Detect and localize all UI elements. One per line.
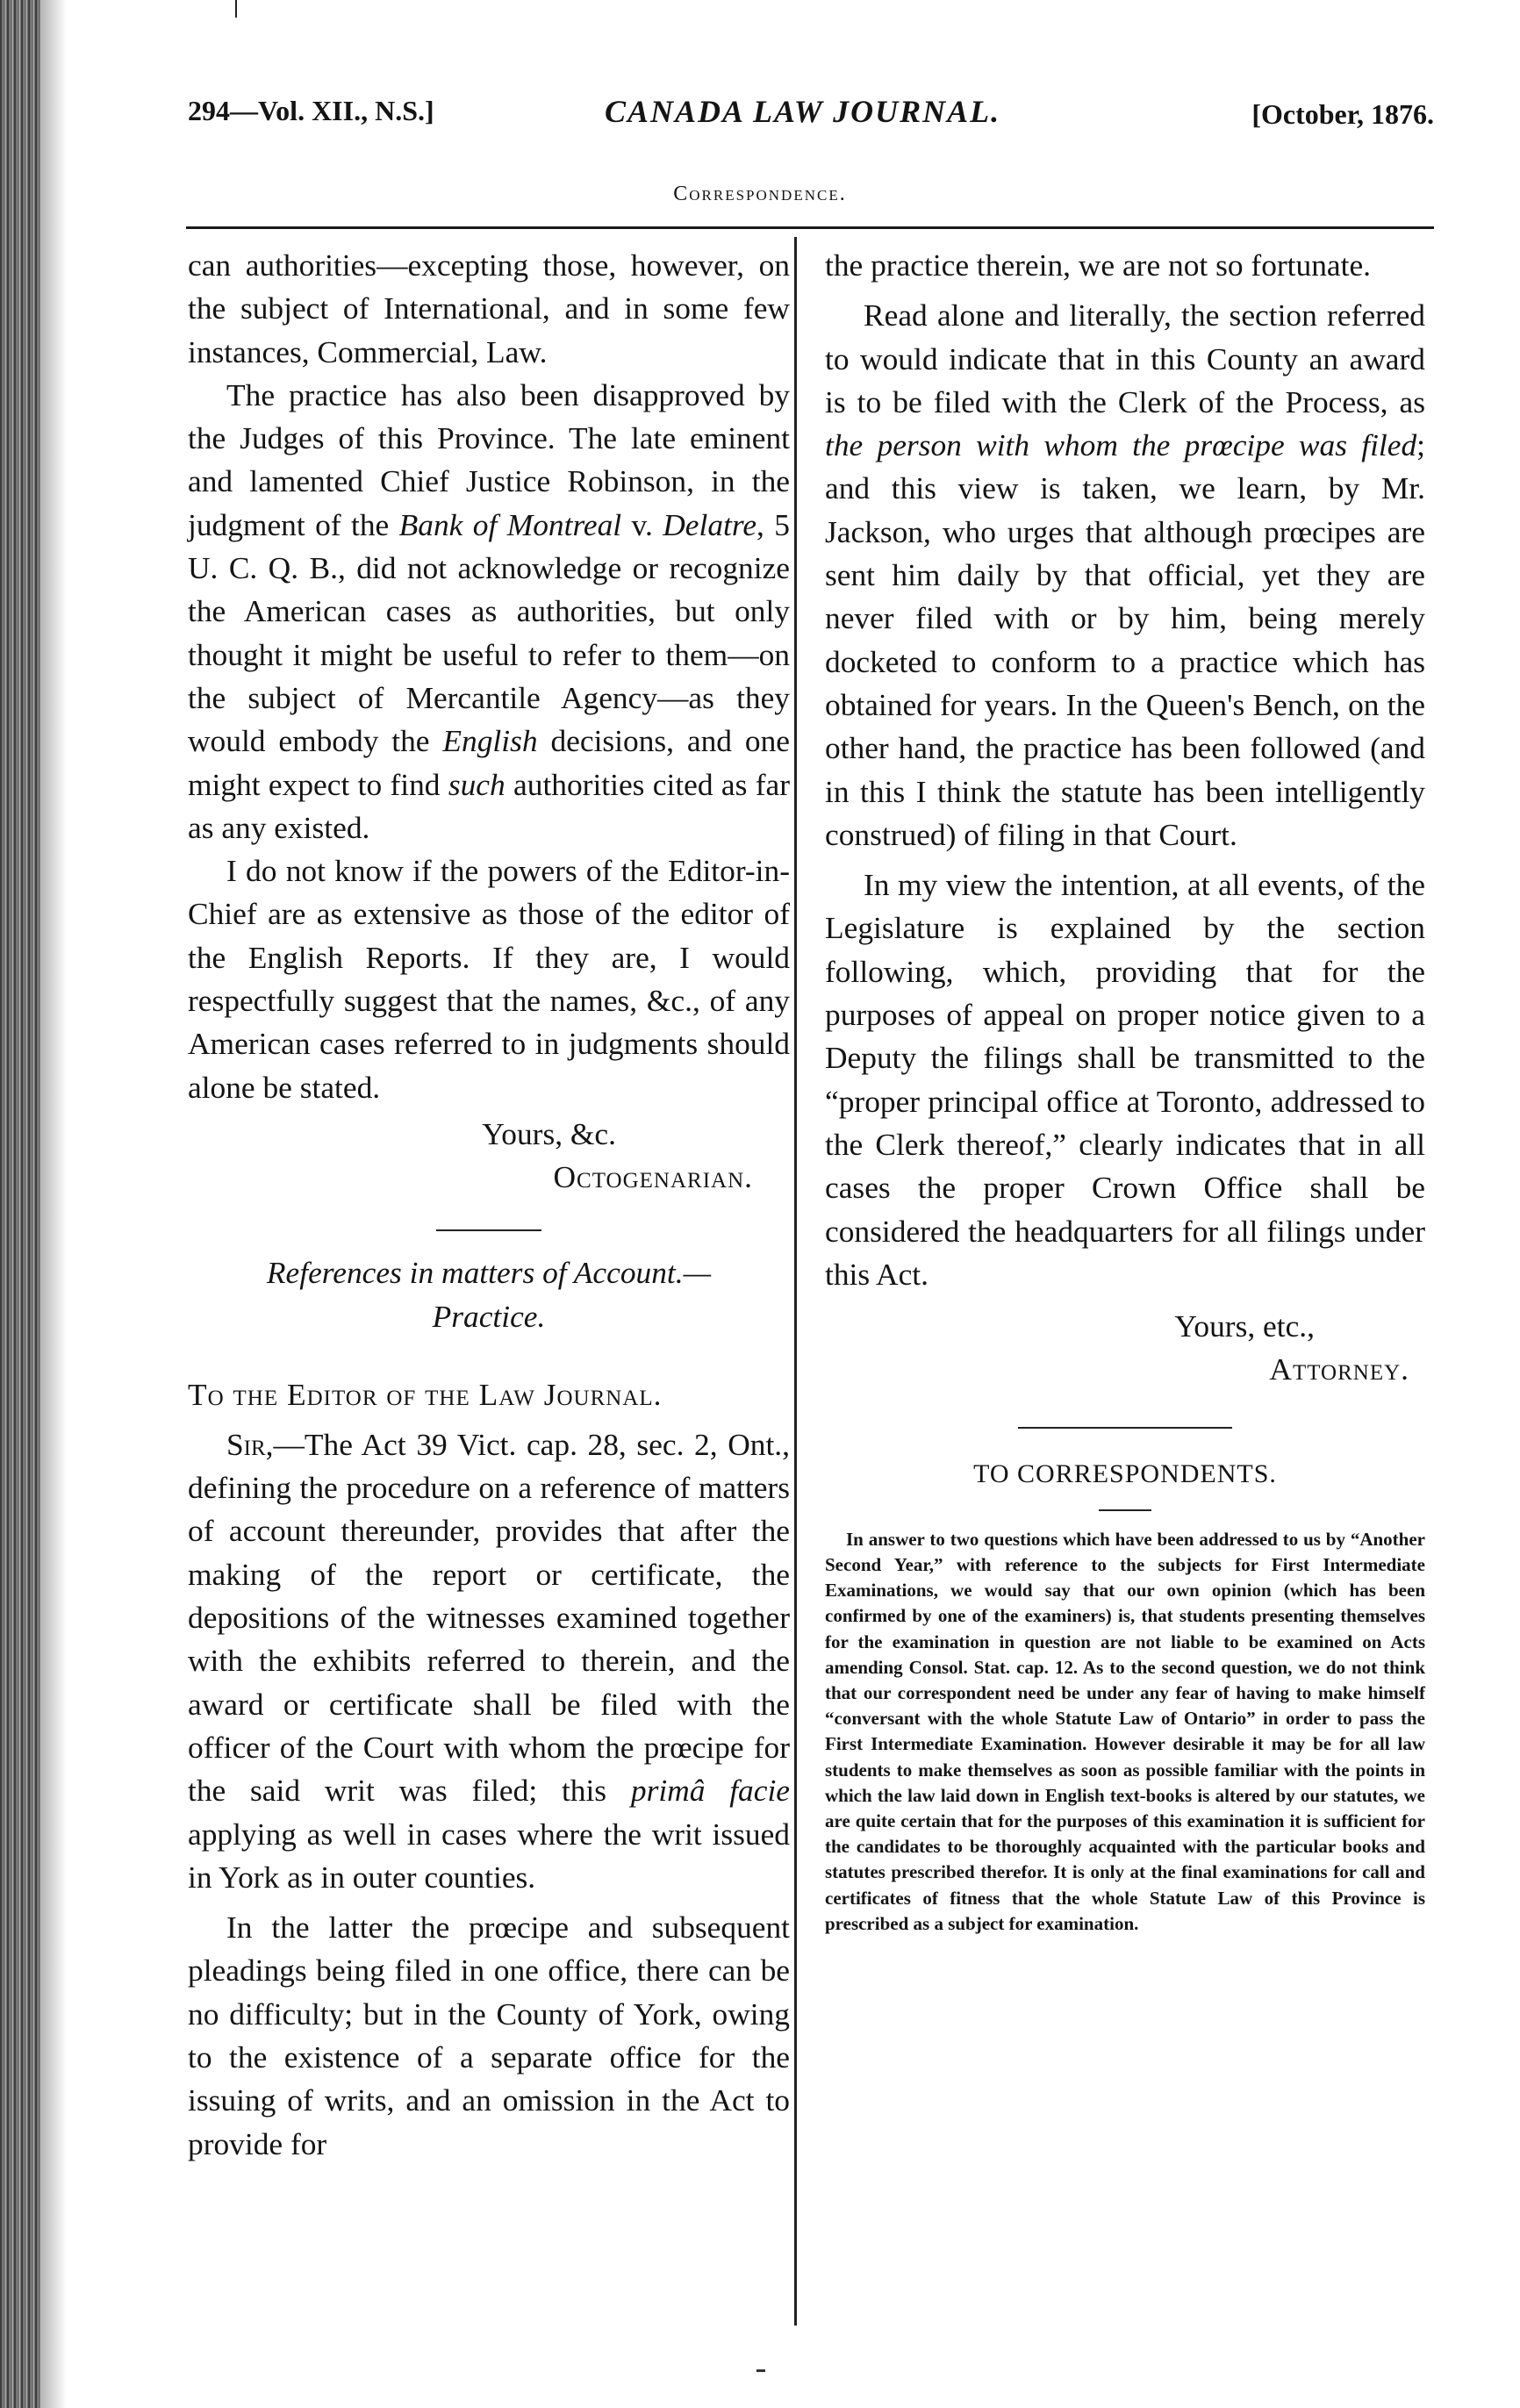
text-segment: v.	[621, 506, 663, 542]
scan-binding-shadow	[40, 0, 67, 2408]
column-divider	[794, 237, 797, 2326]
letter-paragraph-1	[188, 1423, 790, 1899]
text-segment: applying as well in cases where the writ issued in York as in outer counties.	[188, 1816, 790, 1895]
article-title-line-1: References in matters of Account.—	[266, 1254, 712, 1290]
article-title-line-2: Practice.	[432, 1298, 546, 1334]
correspondents-title: TO CORRESPONDENTS.	[973, 1458, 1277, 1488]
right-column	[825, 244, 1425, 1937]
paragraph-legislature: In my view the intention, at all events, of the Legislature is explained by the section following, which, providing that for the purposes of appeal on proper notice given to a Deputy the filings shall be transmitted to the “proper principal office at Toronto, addressed to the Clerk thereof,” clearly indicates that in all cases the proper Crown Office shall be considered the headquarters for all filings under this Act.	[825, 867, 1425, 1292]
text-segment: ; and this view is taken, we learn, by Mr. Jackson, who urges that although prœcipes are sent him daily by that official, yet they are never filed with or by him, being merely docketed to conform to a practice which has obtained for years. In the Queen's Bench, on the other hand, the practice has been followed (and in this I think the statute has been intelligently construed) of filing in that Court.	[825, 427, 1425, 852]
emphasis: English	[442, 723, 538, 759]
page-volume: 294—Vol. XII., N.S.]	[188, 95, 434, 126]
emphasis: the person with whom the prœcipe was filed	[825, 427, 1417, 463]
text-segment: decisions, and one might expect to find	[188, 723, 790, 802]
divider-rule	[1018, 1427, 1232, 1429]
journal-title: CANADA LAW JOURNAL.	[605, 94, 1001, 129]
paragraph-editor: I do not know if the powers of the Editor-in-Chief are as extensive as those of the editor of the English Reports. If they are, I would respectfully suggest that the names, &c., of any American cases referred to in judgments should alone be stated.	[188, 853, 790, 1105]
continued-paragraph-right: the practice therein, we are not so fortunate.	[825, 247, 1371, 283]
section-title: Correspondence.	[673, 183, 847, 205]
header-rule	[186, 226, 1434, 229]
emphasis: such	[448, 766, 505, 802]
running-head	[188, 95, 1434, 144]
letter-paragraph-2: In the latter the prœcipe and subsequent pleadings being filed in one office, there can be no difficulty; but in the County of York, owing to the existence of a separate office for the issuing of writs, and an omission in the Act to provide for	[188, 1910, 790, 2161]
issue-date: [October, 1876.	[1251, 98, 1434, 130]
divider-rule	[436, 1229, 541, 1231]
article-title	[188, 1251, 790, 1338]
signoff-right: Yours, etc.,	[1174, 1308, 1315, 1344]
text-segment: The practice has also been disapproved by the Judges of this Province. The late eminent and lamented Chief Justice Robinson, in the judgment of the	[188, 376, 790, 542]
page-mark	[756, 2369, 765, 2372]
salutation: To the Editor of the Law Journal.	[188, 1376, 663, 1412]
continued-paragraph-left: can authorities—excepting those, however, on the subject of International, and in some few instances, Commercial, Law.	[188, 247, 790, 369]
paragraph-judges	[188, 374, 790, 849]
case-name: Delatre	[663, 506, 757, 542]
salutation-word: Sir,	[226, 1426, 274, 1462]
paragraph-read-alone	[825, 294, 1425, 856]
signoff-left: Yours, &c.	[482, 1115, 616, 1151]
scan-binding-edge	[0, 0, 40, 2408]
case-name: Bank of Montreal	[398, 506, 622, 542]
text-segment: —The Act 39 Vict. cap. 28, sec. 2, Ont., defining the procedure on a reference of matters of account thereunder, provides that after the making of the report or certificate, the depositions of the witnesses examined together with the exhibits referred to therein, and the award or certificate shall be filed with the officer of the Court with whom the prœcipe for the said writ was filed; this	[188, 1426, 790, 1809]
scan-mark	[235, 0, 237, 18]
correspondents-note: In answer to two questions which have been addressed to us by “Another Second Year,” with reference to the subjects for First Intermediate Examinations, we would say that our own opinion (which has been confirmed by one of the examiners) is, that students presenting themselves for the examination in question are not liable to be examined on Acts amending Consol. Stat. cap. 12. As to the second question, we do not think that our correspondent need be under any fear of having to make himself “conversant with the whole Statute Law of Ontario” in order to pass the First Intermediate Examination. However desirable it may be for all law students to make themselves as soon as possible familiar with the points in which the law laid down in English text-books is altered by our statutes, we are quite certain that for the purposes of this examination it is sufficient for the candidates to be thoroughly acquainted with the particular books and statutes prescribed therefor. It is only at the final examinations for call and certificates of fitness that the whole Statute Law of this Province is prescribed as a subject for examination.	[825, 1528, 1425, 1934]
left-column	[188, 244, 790, 2166]
divider-rule	[1099, 1509, 1151, 1511]
signature-octogenarian: Octogenarian.	[553, 1159, 753, 1195]
text-segment: authorities cited as far as any existed.	[188, 766, 790, 845]
text-segment: , 5 U. C. Q. B., did not acknowledge or recognize the American cases as authorities, but only thought it might be useful to refer to them—on the subject of Mercantile Agency—as they would embody the	[188, 506, 790, 759]
emphasis: primâ facie	[630, 1773, 790, 1809]
signature-attorney: Attorney.	[1269, 1351, 1409, 1387]
text-segment: Read alone and literally, the section referred to would indicate that in this County an award is to be filed with the Clerk of the Process, as	[825, 297, 1425, 419]
